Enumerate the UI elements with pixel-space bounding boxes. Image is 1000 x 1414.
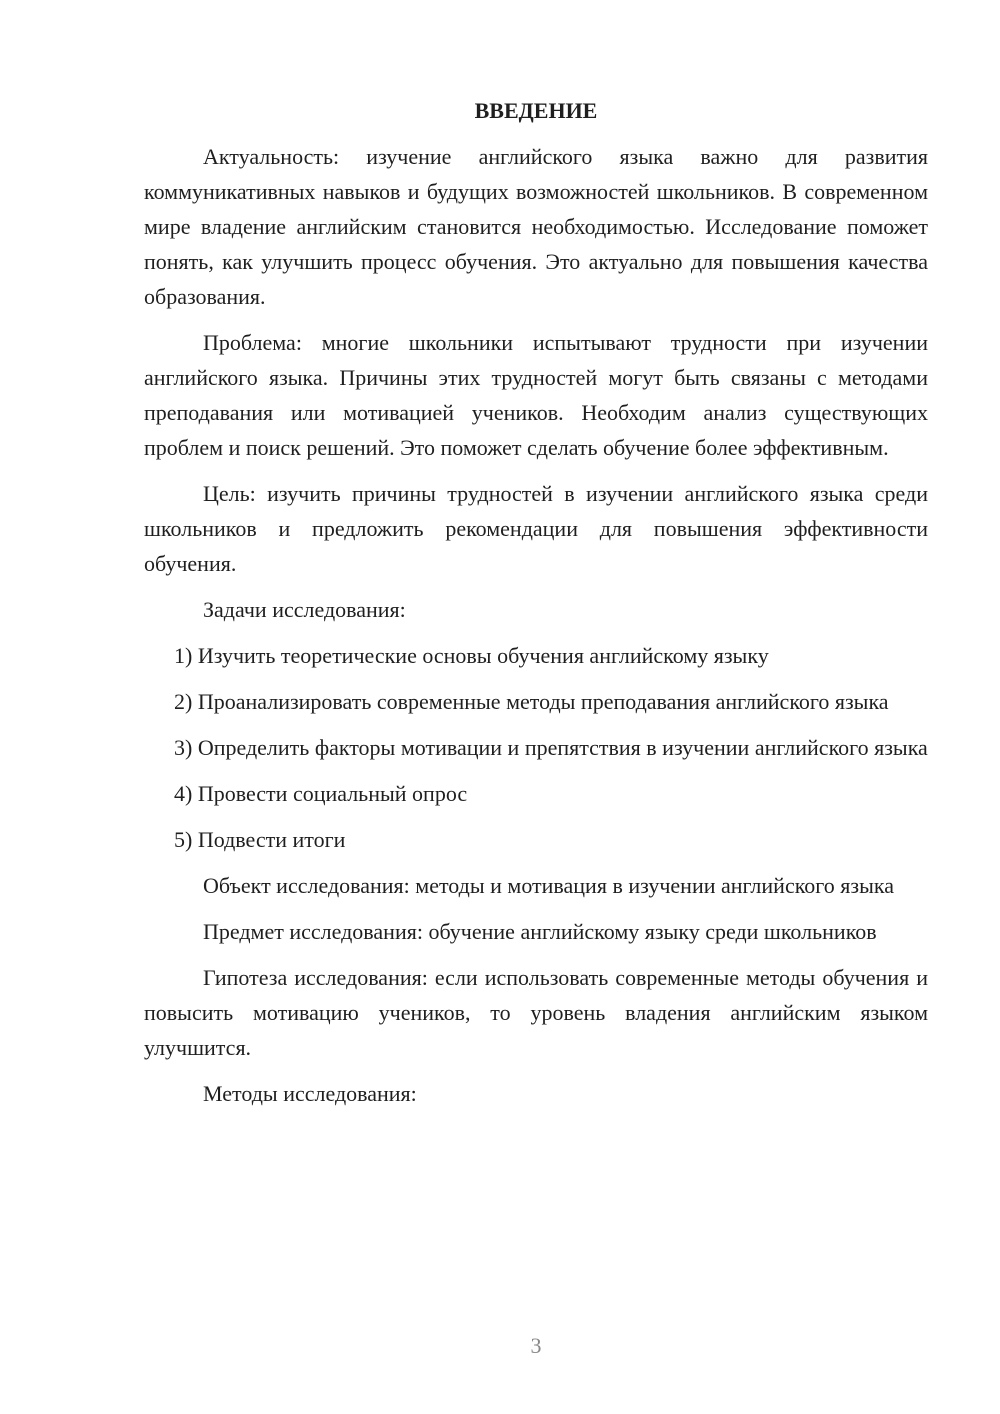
task-item-3: 3) Определить факторы мотивации и препятствия в изучении английского языка xyxy=(174,735,928,760)
object-paragraph: Объект исследования: методы и мотивация в изучении английского языка xyxy=(203,873,894,898)
document-page xyxy=(144,96,928,1122)
task-item-1: 1) Изучить теоретические основы обучения английскому языку xyxy=(174,643,769,668)
goal-paragraph: Цель: изучить причины трудностей в изучении английского языка среди школьников и предложить рекомендации для повышения эффективности обучения. xyxy=(144,481,928,576)
task-item-4: 4) Провести социальный опрос xyxy=(174,781,468,806)
problem-paragraph: Проблема: многие школьники испытывают трудности при изучении английского языка. Причины этих трудностей могут быть связаны с методами преподавания или мотивацией учеников. Необходим анализ существующих проблем и поиск решений. Это поможет сделать обучение более эффективным. xyxy=(144,330,928,460)
methods-title: Методы исследования: xyxy=(203,1081,417,1106)
hypothesis-paragraph: Гипотеза исследования: если использовать современные методы обучения и повысить мотивацию учеников, то уровень владения английским языком улучшится. xyxy=(144,965,928,1060)
tasks-title: Задачи исследования: xyxy=(203,597,406,622)
subject-paragraph: Предмет исследования: обучение английскому языку среди школьников xyxy=(203,919,877,944)
section-heading: ВВЕДЕНИЕ xyxy=(474,98,598,123)
task-item-2: 2) Проанализировать современные методы преподавания английского языка xyxy=(174,689,889,714)
task-item-5: 5) Подвести итоги xyxy=(174,827,346,852)
page-number: 3 xyxy=(530,1333,542,1358)
relevance-paragraph: Актуальность: изучение английского языка важно для развития коммуникативных навыков и будущих возможностей школьников. В современном мире владение английским становится необходимостью. Исследование поможет понять, как улучшить процесс обучения. Это актуально для повышения качества образования. xyxy=(144,144,928,309)
